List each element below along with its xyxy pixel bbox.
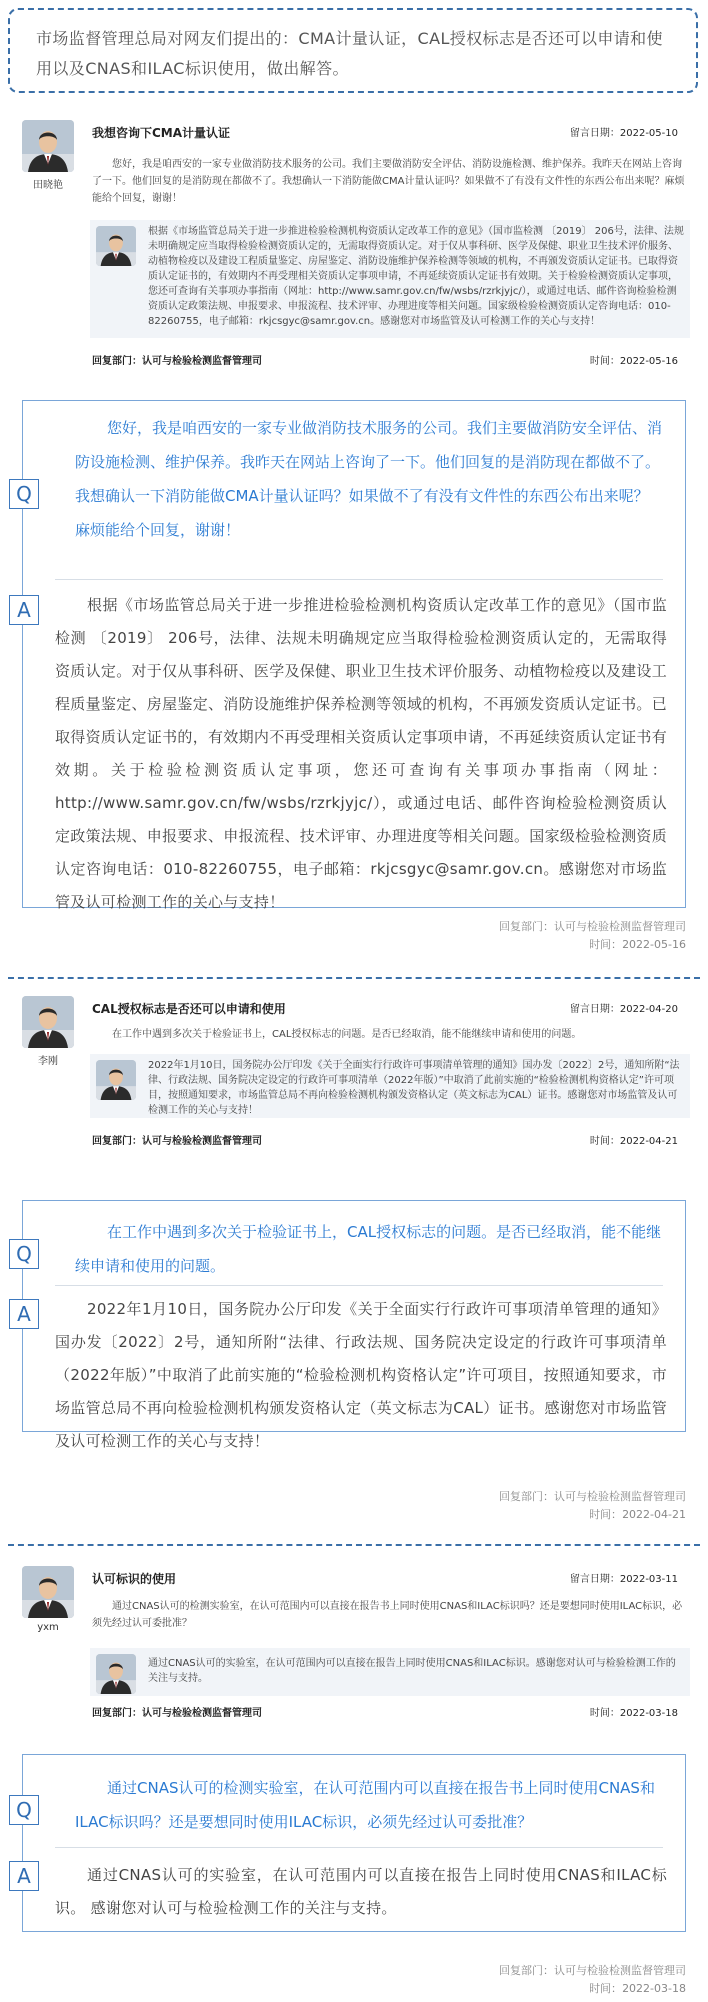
question-text: 在工作中遇到多次关于检验证书上，CAL授权标志的问题。是否已经取消，能不能继续申请和使用的问题。 [112,1029,582,1040]
reply-box [90,1648,690,1696]
qa-meta-1 [499,918,686,954]
q-badge: Q [9,1795,39,1825]
q-badge: Q [9,1239,39,1269]
reply-time: 时间：2022-04-21 [589,1136,678,1147]
reply-text: 通过CNAS认可的实验室，在认可范围内可以直接在报告上同时使用CNAS和ILAC标识。感谢您对认可与检验检测工作的关注与支持。 [148,1658,676,1684]
user-name: 李刚 [38,1056,58,1067]
qa-divider [55,579,663,580]
meta-dept: 回复部门：认可与检验检测监督管理司 [499,920,686,933]
reply-text: 根据《市场监管总局关于进一步推进检验检测机构资质认定改革工作的意见》（国市监检测 〔2019〕 206号，法律、法规未明确规定应当取得检验检测资质认定的，无需取得资质认定。对于仅从事科研、医学及保健、职业卫生技术评价服务、动植物检疫以及建设工程质量鉴定、房屋鉴定、消防设施维护保养检测等领域的机构，不再颁发资质认定证书。已取得资质认定证书的，有效期内不再受理相关资质认定事项申请，不再延续资质认定证书有效期。关于检验检测资质认定事项，您还可查询有关事项办事指南（网址：http://www.samr.gov.cn/fw/wsbs/rzrkjyjc/），或通过电话、邮件咨询检验检测资质认定政策法规、申报要求、申报流程、技术评审、办理进度等相关问题。国家级检验检测资质认定咨询电话：010-82260755，电子邮箱：rkjcsgyc@samr.gov.cn。感谢您对市场监管及认可检测工作的关心与支持！ [148,226,684,327]
qa-divider [55,1285,663,1286]
user-avatar-icon [22,120,74,172]
qa-box-3 [16,1754,686,1932]
message-date: 留言日期：2022-04-20 [569,1004,678,1015]
message-card-3 [22,1566,690,1726]
q-text: 在工作中遇到多次关于检验证书上，CAL授权标志的问题。是否已经取消，能不能继续申请和使用的问题。 [75,1223,662,1275]
intro-text: 市场监督管理总局对网友们提出的：CMA计量认证，CAL授权标志是否还可以申请和使用以及CNAS和ILAC标识使用，做出解答。 [36,29,663,78]
a-text: 根据《市场监管总局关于进一步推进检验检测机构资质认定改革工作的意见》（国市监检测 〔2019〕 206号，法律、法规未明确规定应当取得检验检测资质认定的，无需取得资质认定。对于仅从事科研、医学及保健、职业卫生技术评价服务、动植物检疫以及建设工程质量鉴定、房屋鉴定、消防设施维护保养检测等领域的机构，不再颁发资质认定证书。已取得资质认定证书的，有效期内不再受理相关资质认定事项申请，不再延续资质认定证书有效期。关于检验检测资质认定事项，您还可查询有关事项办事指南（网址：http://www.samr.gov.cn/fw/wsbs/rzrkjyjc/），或通过电话、邮件咨询检验检测资质认定政策法规、申报要求、申报流程、技术评审、办理进度等相关问题。国家级检验检测资质认定咨询电话：010-82260755，电子邮箱：rkjcsgyc@samr.gov.cn。感谢您对市场监管及认可检测工作的关心与支持！ [55,596,668,911]
reply-avatar-icon [96,226,136,266]
reply-box [90,1054,690,1118]
a-text: 通过CNAS认可的实验室，在认可范围内可以直接在报告上同时使用CNAS和ILAC标识。 感谢您对认可与检验检测工作的关注与支持。 [55,1866,667,1917]
message-card-2 [22,996,690,1156]
reply-text: 2022年1月10日，国务院办公厅印发《关于全面实行行政许可事项清单管理的通知》国办发〔2022〕2号，通知所附“法律、行政法规、国务院决定设定的行政许可事项清单（2022年版）”中取消了此前实施的“检验检测机构资格认定”许可项目，按照通知要求，市场监管总局不再向检验检测机构颁发资格认定（英文标志为CAL）证书。感谢您对市场监管及认可检测工作的关心与支持！ [148,1060,680,1116]
user-avatar-icon [22,1566,74,1618]
user-name: yxm [37,1622,59,1633]
reply-dept: 回复部门：认可与检验检测监督管理司 [92,356,262,367]
user-name: 田晓艳 [33,180,63,191]
section-separator [8,977,700,979]
meta-dept: 回复部门：认可与检验检测监督管理司 [499,1964,686,1977]
reply-avatar-icon [96,1654,136,1694]
q-badge: Q [9,479,39,509]
a-badge: A [9,595,39,625]
reply-box [90,220,690,338]
qa-divider [55,1847,663,1848]
a-text: 2022年1月10日，国务院办公厅印发《关于全面实行行政许可事项清单管理的通知》国办发〔2022〕2号，通知所附“法律、行政法规、国务院决定设定的行政许可事项清单（2022年版）”中取消了此前实施的“检验检测机构资格认定”许可项目，按照通知要求，市场监管总局不再向检验检测机构颁发资格认定（英文标志为CAL）证书。感谢您对市场监管及认可检测工作的关心与支持！ [55,1300,667,1450]
qa-meta-3 [499,1962,686,1998]
reply-time: 时间：2022-05-16 [589,356,678,367]
reply-dept: 回复部门：认可与检验检测监督管理司 [92,1136,262,1147]
question-text: 通过CNAS认可的检测实验室，在认可范围内可以直接在报告书上同时使用CNAS和ILAC标识吗？还是要想同时使用ILAC标识，必须先经过认可委批准？ [92,1601,683,1629]
meta-time: 时间：2022-04-21 [589,1508,686,1521]
section-separator [8,1544,700,1546]
qa-box-1 [16,400,686,911]
message-title[interactable]: 我想咨询下CMA计量认证 [92,126,231,140]
reply-time: 时间：2022-03-18 [589,1708,678,1719]
q-text: 通过CNAS认可的检测实验室，在认可范围内可以直接在报告书上同时使用CNAS和ILAC标识吗？还是要想同时使用ILAC标识，必须先经过认可委批准？ [75,1779,655,1831]
qa-meta-2 [499,1488,686,1524]
intro-box [8,8,698,93]
reply-avatar-icon [96,1060,136,1100]
reply-dept: 回复部门：认可与检验检测监督管理司 [92,1708,262,1719]
meta-time: 时间：2022-03-18 [589,1982,686,1995]
message-title[interactable]: CAL授权标志是否还可以申请和使用 [92,1002,286,1016]
meta-time: 时间：2022-05-16 [589,938,686,951]
message-title[interactable]: 认可标识的使用 [92,1572,177,1586]
message-date: 留言日期：2022-05-10 [569,128,678,139]
message-date: 留言日期：2022-03-11 [569,1574,678,1585]
meta-dept: 回复部门：认可与检验检测监督管理司 [499,1490,686,1503]
q-text: 您好，我是咱西安的一家专业做消防技术服务的公司。我们主要做消防安全评估、消防设施检测、维护保养。我昨天在网站上咨询了一下。他们回复的是消防现在都做不了。我想确认一下消防能做CMA计量认证吗？如果做不了有没有文件性的东西公布出来呢？麻烦能给个回复，谢谢！ [75,419,663,539]
a-badge: A [9,1299,39,1329]
question-text: 您好，我是咱西安的一家专业做消防技术服务的公司。我们主要做消防安全评估、消防设施检测、维护保养。我昨天在网站上咨询了一下。他们回复的是消防现在都做不了。我想确认一下消防能做CMA计量认证吗？如果做不了有没有文件性的东西公布出来呢？麻烦能给个回复，谢谢！ [92,159,685,204]
a-badge: A [9,1861,39,1891]
user-avatar-icon [22,996,74,1048]
qa-box-2 [16,1200,686,1450]
message-card-1 [22,120,690,390]
